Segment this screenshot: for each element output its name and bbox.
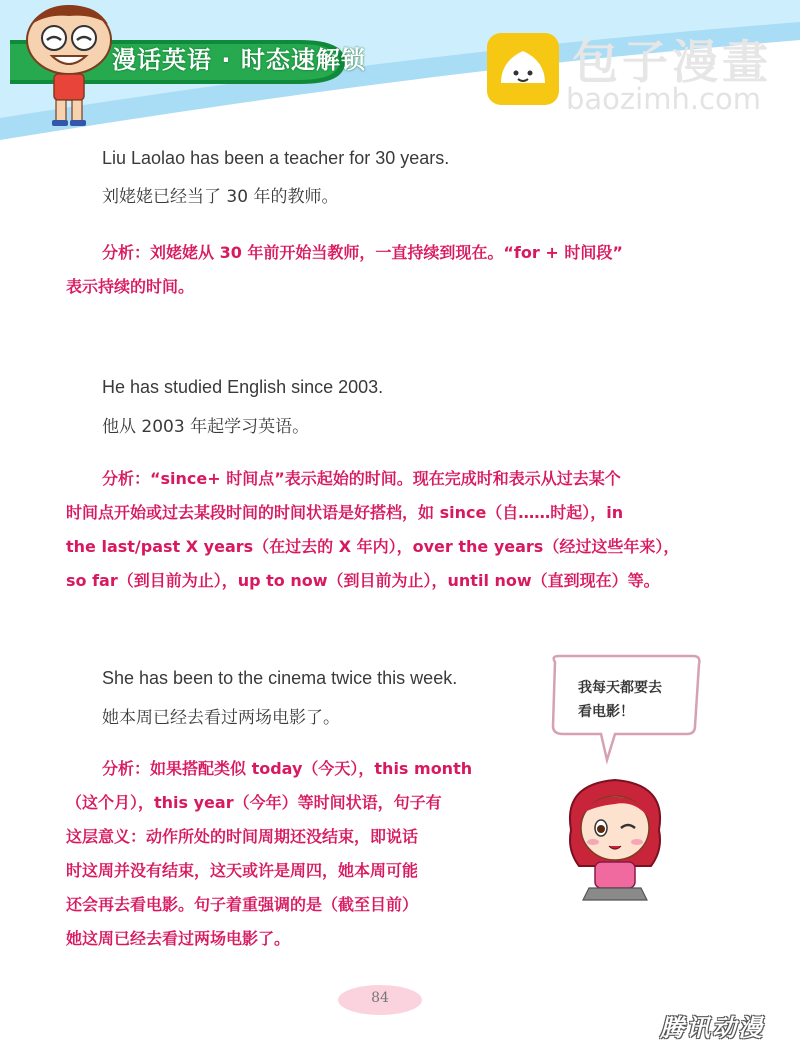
example-1-analysis xyxy=(66,236,706,304)
analysis-line: so far（到目前为止），up to now（到目前为止），until now（直到现在）等。 xyxy=(66,571,660,590)
example-3-english: She has been to the cinema twice this week. xyxy=(102,668,458,688)
mascot-boy-illustration xyxy=(14,2,124,130)
example-1-english: Liu Laolao has been a teacher for 30 years. xyxy=(102,148,450,168)
example-1-chinese: 刘姥姥已经当了 30 年的教师。 xyxy=(102,187,339,207)
corner-watermark: 腾讯动漫 xyxy=(660,1014,764,1042)
baozi-logo-icon xyxy=(487,33,559,105)
speech-line: 看电影！ xyxy=(578,704,634,720)
series-title: 漫话英语 · 时态速解锁 xyxy=(112,46,366,74)
example-2-chinese: 他从 2003 年起学习英语。 xyxy=(102,417,310,437)
analysis-line: the last/past X years（在过去的 X 年内），over the years（经过这些年来）， xyxy=(66,537,680,556)
example-2-english: He has studied English since 2003. xyxy=(102,377,384,397)
analysis-line: 分析：刘姥姥从 30 年前开始当教师，一直持续到现在。“for + 时间段” xyxy=(102,243,623,262)
example-3-chinese: 她本周已经去看过两场电影了。 xyxy=(102,708,340,728)
girl-winking-illustration xyxy=(555,770,675,910)
analysis-line: 还会再去看电影。句子着重强调的是（截至目前） xyxy=(66,895,419,914)
analysis-line: 她这周已经去看过两场电影了。 xyxy=(66,929,291,948)
analysis-line: （这个月），this year（今年）等时间状语，句子有 xyxy=(66,793,442,812)
example-3-analysis xyxy=(66,752,506,956)
speech-line: 我每天都要去 xyxy=(578,680,662,696)
watermark-site-name: 包子漫畫 xyxy=(572,35,772,89)
analysis-line: 分析：“since+ 时间点”表示起始的时间。现在完成时和表示从过去某个 xyxy=(102,469,621,488)
analysis-line: 时间点开始或过去某段时间的时间状语是好搭档，如 since（自……时起），in xyxy=(66,503,624,522)
watermark-site-url: baozimh.com xyxy=(566,82,761,116)
analysis-line: 时这周并没有结束，这天或许是周四，她本周可能 xyxy=(66,861,419,880)
analysis-line: 表示持续的时间。 xyxy=(66,277,195,296)
example-2-analysis xyxy=(66,462,706,598)
page-number: 84 xyxy=(371,990,389,1006)
analysis-line: 分析：如果搭配类似 today（今天），this month xyxy=(102,759,473,778)
speech-bubble-text xyxy=(578,676,688,724)
analysis-line: 这层意义：动作所处的时间周期还没结束，即说话 xyxy=(66,827,419,846)
